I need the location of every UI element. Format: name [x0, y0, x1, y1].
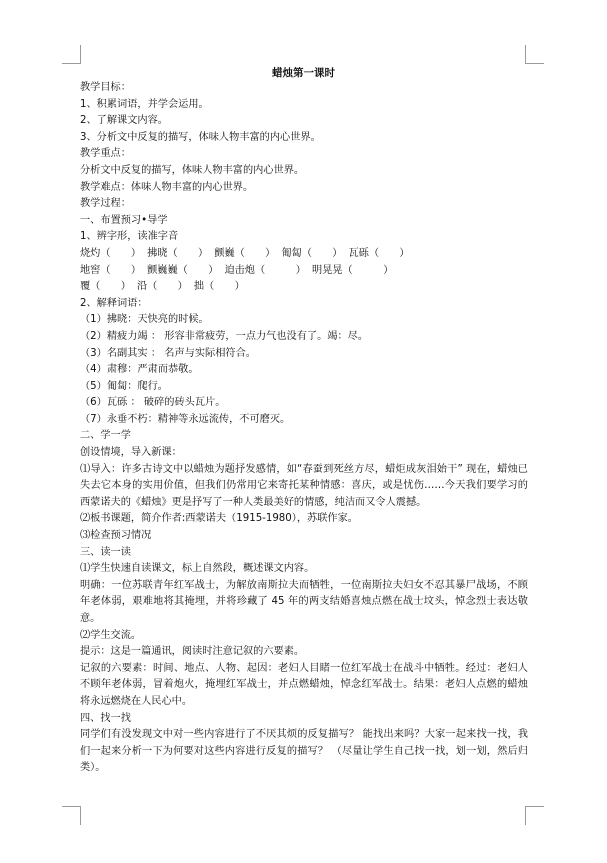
- definition-line: （5）匍匐：爬行。: [80, 380, 168, 392]
- text-line: ⑶检查预习情况: [80, 530, 152, 542]
- crop-mark-top-left: [62, 45, 81, 64]
- text-line: 分析文中反复的描写，体味人物丰富的内心世界。: [80, 164, 305, 176]
- crop-mark-bottom-left: [62, 806, 81, 825]
- vocab-item: 迫击炮（ ）: [224, 264, 306, 276]
- text-line: 3、分析文中反复的描写，体味人物丰富的内心世界。: [80, 131, 321, 143]
- vocab-item: 拂晓（ ）: [147, 247, 209, 259]
- section-heading: 教学重点：: [80, 148, 131, 160]
- definition-line: （7）永垂不朽：精神等永远流传，不可磨灭。: [80, 413, 291, 425]
- vocab-item: 沿（ ）: [136, 281, 188, 293]
- text-line: 2、了解课文内容。: [80, 115, 168, 127]
- vocab-item: 颤巍巍（ ）: [147, 264, 219, 276]
- section-heading: 一、布置预习•导学: [80, 214, 168, 226]
- vocab-item: 匍匐（ ）: [281, 247, 343, 259]
- vocab-item: 覆（ ）: [80, 281, 131, 293]
- vocab-row: [80, 246, 528, 263]
- section-heading: 教学过程：: [80, 198, 131, 210]
- text-line: ⑵学生交流。: [80, 629, 142, 641]
- paragraph: 同学们有没发现文中对一些内容进行了不厌其烦的反复描写？ 能找出来吗？大家一起来找一找，我们一起来分析一下为何要对这些内容进行反复的描写？ （尽量让学生自己找一找，划一划，然后归类）。: [80, 729, 528, 774]
- vocab-item: 地窖（ ）: [80, 264, 142, 276]
- paragraph: 明确：一位苏联青年红军战士，为解放南斯拉夫而牺牲，一位南斯拉夫妇女不忍其暴尸战场，不顾年老体弱，艰难地将其掩埋，并将珍藏了 45 年的两支结婚喜烛点燃在战士坟头，悼念烈士表达敬意。: [80, 579, 528, 624]
- section-heading: 二、学一学: [80, 430, 131, 442]
- definition-line: （4）肃穆：严肃而恭敬。: [80, 364, 199, 376]
- vocab-item: 明晃晃（ ）: [311, 264, 394, 276]
- definition-line: （6）瓦砾 ： 破碎的砖头瓦片。: [80, 397, 226, 409]
- vocab-item: 烧灼（ ）: [80, 247, 142, 259]
- text-line: 教学难点：体味人物丰富的内心世界。: [80, 181, 254, 193]
- text-line: 创设情境，导入新课：: [80, 447, 182, 459]
- text-line: 1、积累词语，并学会运用。: [80, 98, 209, 110]
- section-heading: 三、读一读: [80, 546, 131, 558]
- definition-line: （1）拂晓：天快亮的时候。: [80, 314, 209, 326]
- crop-mark-top-right: [525, 45, 544, 64]
- text-line: 2、解释词语：: [80, 297, 148, 309]
- definition-line: （3）名副其实 ： 名声与实际相符合。: [80, 347, 256, 359]
- vocab-item: 瓦砾（ ）: [348, 247, 410, 259]
- vocab-item: 拙（ ）: [193, 281, 245, 293]
- document-title: 蜡烛第一课时: [272, 67, 335, 79]
- vocab-row: [80, 279, 528, 296]
- paragraph: ⑴导入：许多古诗文中以蜡烛为题抒发感情，如“春蚕到死丝方尽，蜡炬成灰泪始干” 现在，蜡烛已失去它本身的实用价值，但我们仍常用它来寄托某种情感：喜庆，或是忧伤……今天我们要学习的西蒙诺夫的《蜡烛》更是抒写了一种人类最美好的情感，纯洁而又令人震撼。: [80, 463, 528, 508]
- document-body: [80, 80, 528, 777]
- section-heading: 教学目标：: [80, 82, 131, 93]
- vocab-row: [80, 263, 528, 280]
- definition-line: （2）精疲力竭 ： 形容非常疲劳，一点力气也没有了。竭：尽。: [80, 330, 369, 342]
- text-line: ⑴学生快速自读课文，标上自然段，概述课文内容。: [80, 563, 315, 575]
- text-line: 1、辨字形，读准字音: [80, 231, 179, 243]
- vocab-item: 颤巍（ ）: [214, 247, 276, 259]
- crop-mark-bottom-right: [525, 806, 544, 825]
- paragraph: 记叙的六要素：时间、地点、人物、起因：老妇人目睹一位红军战士在战斗中牺牲。经过：老妇人不顾年老体弱，冒着炮火，掩埋红军战士，并点燃蜡烛，悼念红军战士。结果：老妇人点燃的蜡烛将永远燃烧在人民心中。: [80, 662, 528, 707]
- section-heading: 四、找一找: [80, 712, 131, 724]
- text-line: ⑵板书课题，简介作者:西蒙诺夫（1915-1980），苏联作家。: [80, 513, 358, 525]
- text-line: 提示：这是一篇通讯，阅读时注意记叙的六要素。: [80, 646, 305, 658]
